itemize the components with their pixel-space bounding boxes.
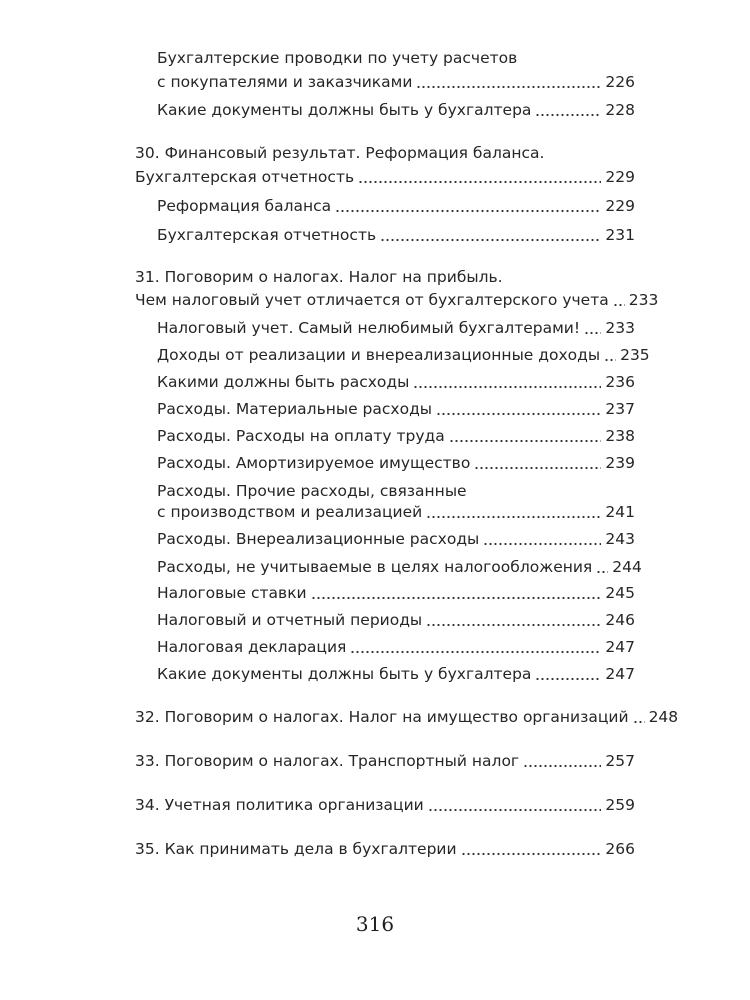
toc-entry-text: Какие документы должны быть у бухгалтера — [157, 665, 532, 683]
dot-leader — [350, 650, 601, 654]
toc-entry-text: Какие документы должны быть у бухгалтера — [157, 101, 532, 119]
toc-entry-text: Налоговая декларация — [157, 638, 347, 656]
toc-entry-text: Налоговый и отчетный периоды — [157, 611, 423, 629]
page-number: 316 — [355, 912, 395, 936]
toc-entry-page: 229 — [605, 168, 635, 186]
chapter-title-text: 34. Учетная политика организации — [135, 796, 424, 814]
toc-entry-text: Какими должны быть расходы — [157, 373, 410, 391]
toc-entry-page: 233 — [605, 319, 635, 337]
toc-entry — [157, 637, 635, 657]
chapter-title-text: 32. Поговорим о налогах. Налог на имущество организаций — [135, 708, 629, 726]
toc-entry-page: 226 — [605, 73, 635, 91]
chapter-title-text: 33. Поговорим о налогах. Транспортный налог — [135, 752, 520, 770]
toc-entry-page: 247 — [605, 638, 635, 656]
toc-entry — [157, 48, 635, 68]
dot-leader — [428, 808, 602, 812]
dot-leader — [426, 623, 601, 627]
toc-entry-page: 257 — [605, 752, 635, 770]
toc-entry — [157, 345, 650, 365]
chapter-title — [135, 267, 635, 287]
toc-entry-text: Бухгалтерская отчетность — [157, 226, 377, 244]
toc-entry-page: 245 — [605, 584, 635, 602]
dot-leader — [380, 238, 601, 242]
toc-entry — [157, 502, 635, 522]
toc-entry-page: 247 — [605, 665, 635, 683]
toc-entry-page: 241 — [605, 503, 635, 521]
toc-entry-page: 235 — [620, 346, 650, 364]
dot-leader — [358, 180, 601, 184]
dot-leader — [483, 542, 601, 546]
toc-entry-page: 228 — [605, 101, 635, 119]
dot-leader — [523, 764, 601, 768]
toc-entry-page: 248 — [648, 708, 679, 726]
chapter-title-text: Бухгалтерская отчетность — [135, 168, 355, 186]
toc-entry-page: 246 — [605, 611, 635, 629]
chapter-entry — [135, 707, 679, 727]
toc-entry-page: 233 — [628, 291, 659, 309]
toc-entry — [157, 557, 642, 577]
toc-entry-text: Расходы. Расходы на оплату труда — [157, 427, 445, 445]
chapter-entry — [135, 290, 659, 310]
chapter-title — [135, 143, 635, 163]
toc-entry — [157, 318, 635, 338]
toc-entry-page: 239 — [605, 454, 635, 472]
dot-leader — [474, 466, 601, 470]
dot-leader — [311, 596, 602, 600]
dot-leader — [335, 209, 601, 213]
dot-leader — [426, 515, 601, 519]
dot-leader — [604, 358, 616, 362]
chapter-title-text: Чем налоговый учет отличается от бухгалтерского учета — [135, 291, 609, 309]
dot-leader — [613, 303, 625, 307]
dot-leader — [413, 385, 601, 389]
dot-leader — [416, 85, 601, 89]
toc-entry — [157, 453, 635, 473]
dot-leader — [449, 439, 602, 443]
toc-entry — [157, 481, 635, 501]
toc-entry-text: Расходы. Внереализационные расходы — [157, 530, 480, 548]
toc-entry-text: Налоговые ставки — [157, 584, 307, 602]
toc-entry-page: 259 — [605, 796, 635, 814]
chapter-entry — [135, 167, 635, 187]
chapter-entry — [135, 795, 635, 815]
chapter-title-text: 30. Финансовый результат. Реформация баланса. — [135, 144, 545, 162]
toc-entry-page: 266 — [605, 840, 635, 858]
dot-leader — [436, 412, 601, 416]
chapter-entry — [135, 839, 635, 859]
chapter-title-text: 35. Как принимать дела в бухгалтерии — [135, 840, 457, 858]
toc-entry-text: с покупателями и заказчиками — [157, 73, 413, 91]
toc-entry-text: с производством и реализацией — [157, 503, 423, 521]
dot-leader — [461, 852, 602, 856]
dot-leader — [584, 331, 601, 335]
toc-entry — [157, 72, 635, 92]
toc-entry-text: Расходы, не учитываемые в целях налогообложения — [157, 558, 593, 576]
toc-entry-page: 238 — [605, 427, 635, 445]
toc-entry-text: Расходы. Материальные расходы — [157, 400, 433, 418]
toc-entry-text: Налоговый учет. Самый нелюбимый бухгалтерами! — [157, 319, 581, 337]
toc-entry-text: Расходы. Прочие расходы, связанные — [157, 482, 467, 500]
toc-entry-page: 231 — [605, 226, 635, 244]
toc-entry — [157, 399, 635, 419]
dot-leader — [535, 677, 601, 681]
dot-leader — [535, 113, 601, 117]
toc-entry-page: 229 — [605, 197, 635, 215]
toc-entry-text: Доходы от реализации и внереализационные доходы — [157, 346, 601, 364]
toc-entry — [157, 225, 635, 245]
dot-leader — [596, 570, 608, 574]
toc-entry — [157, 529, 635, 549]
toc-entry-page: 244 — [612, 558, 642, 576]
toc-entry — [157, 372, 635, 392]
chapter-title-text: 31. Поговорим о налогах. Налог на прибыль. — [135, 268, 503, 286]
toc-entry — [157, 664, 635, 684]
toc-entry — [157, 100, 635, 120]
toc-entry-text: Расходы. Амортизируемое имущество — [157, 454, 471, 472]
toc-entry — [157, 426, 635, 446]
toc-entry-page: 237 — [605, 400, 635, 418]
toc-entry — [157, 610, 635, 630]
chapter-entry — [135, 751, 635, 771]
toc-entry-text: Бухгалтерские проводки по учету расчетов — [157, 49, 518, 67]
toc-entry — [157, 583, 635, 603]
toc-entry-page: 236 — [605, 373, 635, 391]
toc-entry-text: Реформация баланса — [157, 197, 332, 215]
toc-entry — [157, 196, 635, 216]
toc-entry-page: 243 — [605, 530, 635, 548]
dot-leader — [633, 720, 645, 724]
